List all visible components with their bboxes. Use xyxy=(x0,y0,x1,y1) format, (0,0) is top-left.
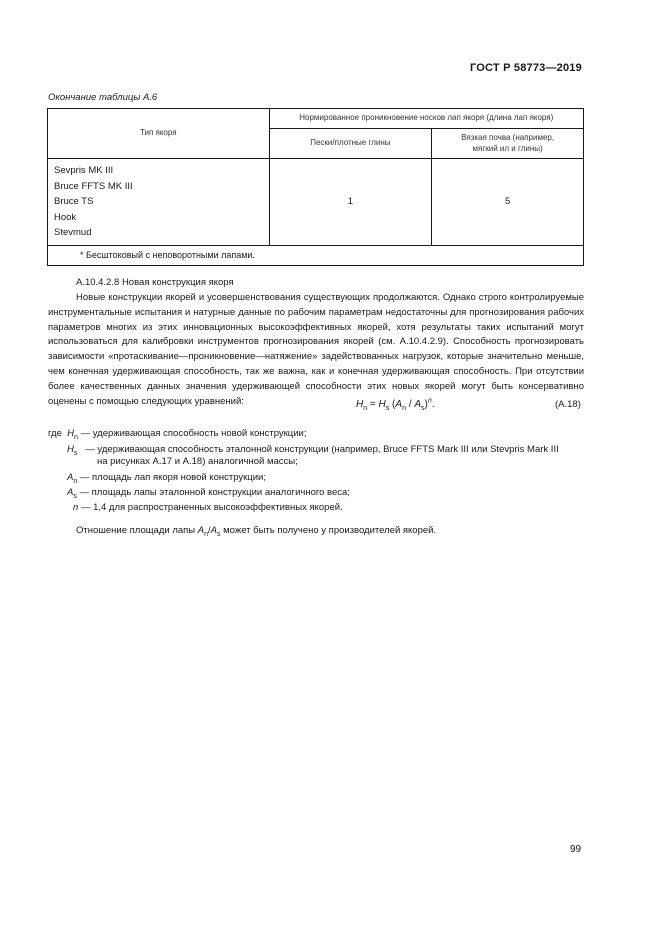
def-hs-cont: на рисунках А.17 и А.18) аналогичной массы; xyxy=(97,456,298,467)
anchor-type: Hook xyxy=(54,211,77,223)
value-soft-soil: 5 xyxy=(432,159,584,246)
closing-sentence: Отношение площади лапы $A_n/A_s$ может быть получено у производителей якорей. xyxy=(76,525,437,538)
header-soft-soil: Вязкая почва (например, мягкий ил и глины) xyxy=(432,129,584,159)
header-anchor-type: Тип якоря xyxy=(48,109,270,159)
table-caption: Окончание таблицы А.6 xyxy=(48,92,158,103)
def-as: $A_s$ — площадь лапы эталонной конструкции аналогичного веса; xyxy=(67,487,350,500)
anchor-table xyxy=(47,108,584,266)
anchor-type: Sevpris MK III xyxy=(54,165,114,176)
anchor-types-cell xyxy=(48,159,270,246)
section-heading: А.10.4.2.8 Новая конструкция якоря xyxy=(76,277,234,288)
def-hn: где $H_n$ — удерживающая способность новой конструкции; xyxy=(48,428,307,441)
equation-a18: $H_n = H_s$ $(A_n / A_s)^n$. xyxy=(356,397,435,412)
table-footnote: * Бесштоковый с неповоротными лапами. xyxy=(48,245,584,265)
anchor-type: Bruce TS xyxy=(54,196,94,207)
anchor-type: Stevmud xyxy=(54,227,92,238)
header-sand: Пески/плотные глины xyxy=(269,129,432,159)
value-sand: 1 xyxy=(269,159,432,246)
page-number: 99 xyxy=(570,844,582,855)
def-an: $A_n$ — площадь лап якоря новой конструкции; xyxy=(67,472,266,485)
def-hs: $H_s$ — удерживающая способность эталонной конструкции (например, Bruce FFTS Mark III или Stevpris Mark III xyxy=(67,444,559,457)
header-penetration: Нормированное проникновение носков лап якоря (длина лап якоря) xyxy=(269,109,583,129)
equation-number: (А.18) xyxy=(555,399,581,410)
anchor-type: Bruce FFTS MK III xyxy=(54,180,133,192)
def-n: n — 1,4 для распространенных высокоэффективных якорей. xyxy=(73,502,343,513)
standard-number: ГОСТ Р 58773—2019 xyxy=(470,62,582,74)
section-paragraph: Новые конструкции якорей и усовершенствования существующих продолжаются. Однако строго контролируемые инструментальные испытания и натурные данные по рабочим параметрам недостаточны для прогнозирования рабочих параметров многих из этих инновационных высокоэффективных якорей, хотя результаты таких испытаний могут использоваться для калибровки инструментов прогнозирования якорей (см. А.10.4.2.9). Способность прогнозировать зависимости «протаскивание—проникновение—натяжение» задействованных нагрузок, которые значительно меньше, чем конечная удерживающая способность, так же важна, как и конечная удерживающая способность. При отсутствии более качественных данных значения удерживающей способности этих новых якорей могут быть консервативно оценены с помощью следующих уравнений: xyxy=(48,292,584,407)
